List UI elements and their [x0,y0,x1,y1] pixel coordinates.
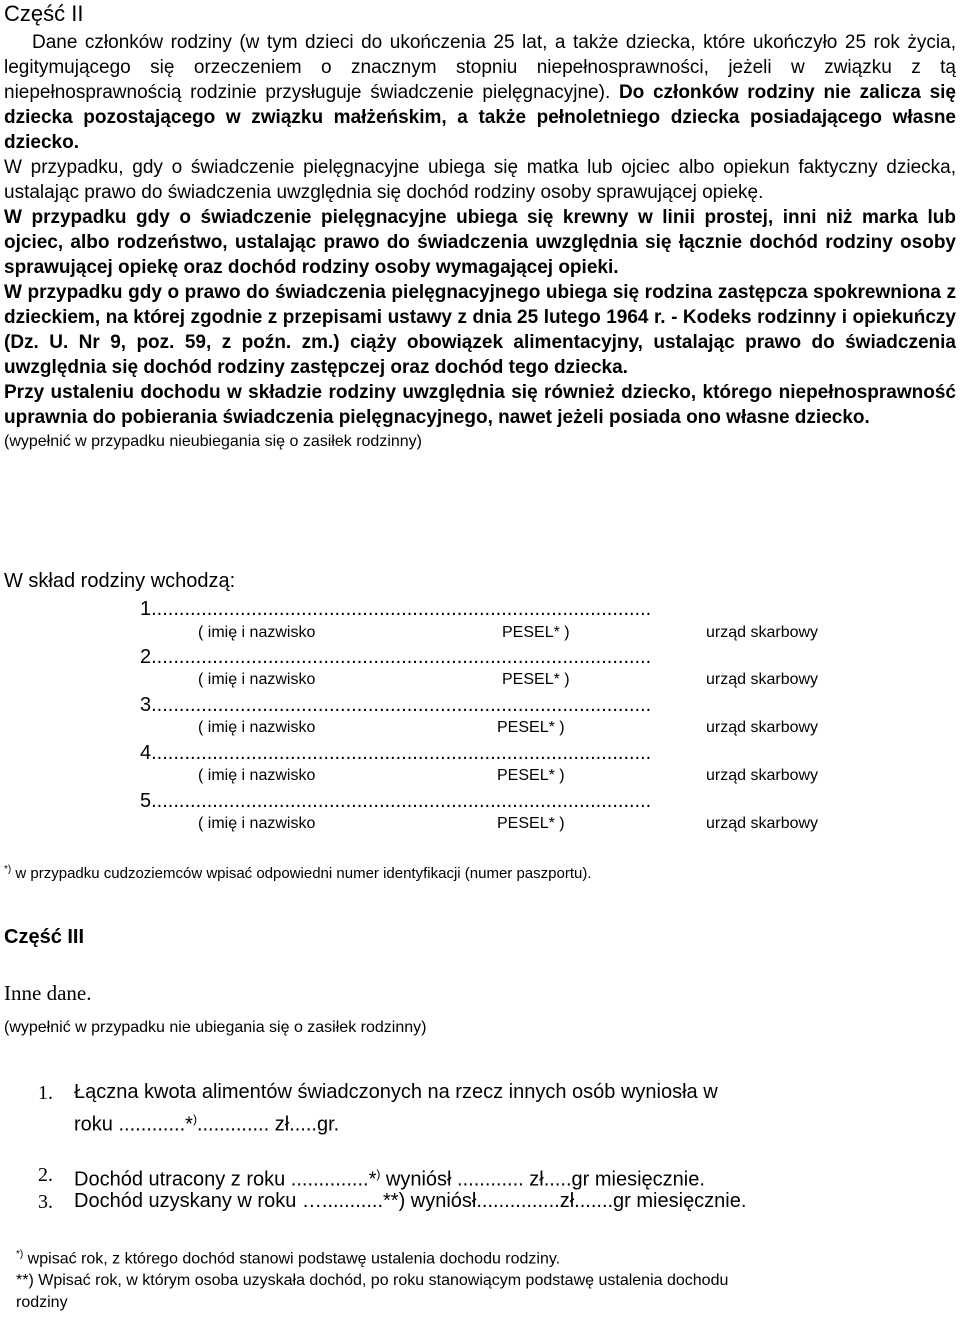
paragraph-parent-guardian: W przypadku, gdy o świadczenie pielęgnacyjne ubiega się matka lub ojciec albo opiekun faktyczny dziecka, ustalając prawo do świadczenia uwzględnia się dochód rodziny osoby sprawującej opiekę. [4,157,956,203]
col-office-label: urząd skarbowy [706,624,819,641]
col-office-label: urząd skarbowy [706,719,819,736]
intro-text: Dane członków rodziny (w tym dzieci do ukończenia 25 lat, a także dziecka, które ukończyło 25 rok życia, legitymującego się orzeczeniem o znacznym stopniu niepełnosprawności, jeżeli w związku z tą niepełnosprawnością rodzinie przysługuje świadczenie pielęgnacyjne). [4,32,956,103]
alimony-line-1: Łączna kwota alimentów świadczonych na rzecz innych osób wyniosła w [74,1081,718,1103]
col-office-label: urząd skarbowy [706,815,819,832]
pesel-footnote [4,860,592,884]
member-number: 4 [140,742,152,764]
col-office-label: urząd skarbowy [706,671,819,688]
alimony-year-field: roku ............* [74,1113,193,1136]
member-dots: .......................................................................................... [151,598,652,620]
member-number: 3 [140,694,152,716]
part-3-title: Część III [4,926,85,948]
member-dots: .......................................................................................... [151,790,652,812]
footnote-2-continued: rodziny [16,1294,68,1311]
item-number: 2. [38,1164,53,1186]
part-2-title: Część II [4,1,84,26]
paragraph-relative: W przypadku gdy o świadczenie pielęgnacyjne ubiega się krewny w linii prostej, inni niż marka lub ojciec, albo rodzeństwo, ustalając prawo do świadczenia uwzględnia się łącznie dochód rodziny osoby sprawującej opiekę oraz dochód rodziny osoby wymagającej opieki. [4,207,956,278]
col-pesel-label: PESEL* ) [497,815,565,832]
footnote-1-text: wpisać rok, z którego dochód stanowi podstawę ustalenia dochodu rodziny. [23,1250,561,1268]
member-number: 2 [140,646,152,668]
member-dots: .......................................................................................... [151,694,652,716]
family-member-row[interactable] [140,645,651,669]
alimony-line-2[interactable] [74,1106,339,1138]
footnote-2: **) Wpisać rok, w którym osoba uzyskała dochód, po roku stanowiącym podstawę ustalenia dochodu [16,1272,729,1289]
footnote-1 [16,1244,560,1270]
member-dots: .......................................................................................... [151,742,652,764]
col-pesel-label: PESEL* ) [497,767,565,784]
member-dots: .......................................................................................... [151,646,652,668]
family-member-row[interactable] [140,789,651,813]
col-pesel-label: PESEL* ) [502,624,570,641]
lost-income-amount-field: wyniósł ............ zł.....gr miesięcznie. [380,1168,705,1191]
col-name-label: ( imię i nazwisko [198,671,316,688]
footnote-text: w przypadku cudzoziemców wpisać odpowiedni numer identyfikacji (numer paszportu). [11,865,592,882]
col-pesel-label: PESEL* ) [502,671,570,688]
col-name-label: ( imię i nazwisko [198,767,316,784]
col-name-label: ( imię i nazwisko [198,624,316,641]
family-member-row[interactable] [140,597,651,621]
col-name-label: ( imię i nazwisko [198,719,316,736]
intro-bold-text: Do członków rodziny nie zalicza się dziecka pozostającego w związku małżeńskim, a także pełnoletniego dziecka posiadającego własne dziecko. [4,82,956,153]
part-3-fill-note: (wypełnić w przypadku nie ubiegania się o zasiłek rodzinny) [4,1019,427,1036]
item-number: 3. [38,1191,53,1213]
footnote-mark: *) [16,1249,24,1260]
member-number: 1 [140,598,152,620]
col-name-label: ( imię i nazwisko [198,815,316,832]
col-office-label: urząd skarbowy [706,767,819,784]
alimony-amount-field: ............. zł.....gr. [196,1113,340,1136]
intro-paragraph [4,30,956,155]
family-member-row[interactable] [140,693,651,717]
member-number: 5 [140,790,152,812]
footnote-mark: *) [4,864,12,875]
lost-income-year-field: Dochód utracony z roku ..............* [74,1168,377,1191]
item-number: 1. [38,1082,53,1104]
family-member-row[interactable] [140,741,651,765]
footnote-mark: ) [376,1167,381,1181]
other-data-label: Inne dane. [4,981,92,1005]
footnote-mark: ) [192,1112,197,1126]
gained-income-line[interactable]: Dochód uzyskany w roku …...........**) wyniósł...............zł.......gr miesięcznie. [74,1190,747,1212]
paragraph-disabled-child: Przy ustaleniu dochodu w składzie rodziny uwzględnia się również dziecko, którego niepełnosprawność uprawnia do pobierania świadczenia pielęgnacyjnego, nawet jeżeli posiada ono własne dziecko. [4,382,956,428]
paragraph-foster-family: W przypadku gdy o prawo do świadczenia pielęgnacyjnego ubiega się rodzina zastępcza spokrewniona z dzieckiem, na której zgodnie z przepisami ustawy z dnia 25 lutego 1964 r. - Kodeks rodzinny i opiekuńczy (Dz. U. Nr 9, poz. 59, z poźn. zm.) ciąży obowiązek alimentacyjny, ustalając prawo do świadczenia uwzględnia się dochód rodziny zastępczej oraz dochód tego dziecka. [4,282,956,378]
col-pesel-label: PESEL* ) [497,719,565,736]
family-heading: W skład rodziny wchodzą: [4,570,236,592]
fill-note: (wypełnić w przypadku nieubiegania się o zasiłek rodzinny) [4,433,422,450]
part-2-text [4,30,956,454]
